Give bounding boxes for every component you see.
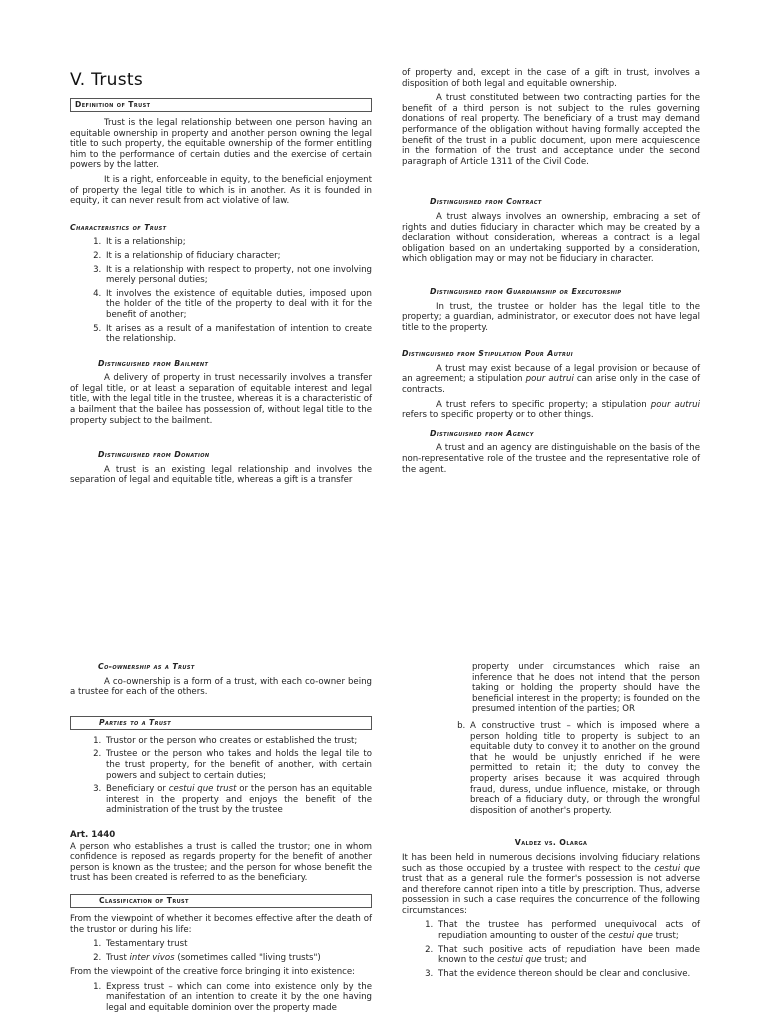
text-run: refers to specific property or to other things. [402, 410, 594, 421]
list-item: 3. It is a relationship with respect to property, not one involving merely personal duties; [104, 265, 372, 286]
text-run: It has been held in numerous decisions involving fiduciary relations such as those occupied by a trustee with respect to the [402, 852, 700, 874]
list-item [104, 953, 372, 964]
coownership-paragraph: A co-ownership is a form of a trust, with each co-owner being a trustee for each of the others. [70, 676, 372, 698]
definition-paragraph-2: It is a right, enforceable in equity, to the beneficial enjoyment of property the legal title to which is in another. As it is founded in equity, it can never result from act violative of law. [70, 174, 372, 207]
text-emphasis: cestui que [608, 931, 653, 942]
text-run: can arise only in the case of contracts. [402, 374, 701, 396]
text-run: (sometimes called "living trusts") [174, 952, 321, 963]
bailment-paragraph: A delivery of property in trust necessarily involves a transfer of legal title, or at least a separation of equitable interest and legal title, with the legal title in the trustee, whereas it is a characteristic of a bailment that the bailee has possession of, without legal title to the property subject to the bailment. [70, 373, 372, 426]
text-run: trust; [652, 931, 679, 942]
stipulation-heading-emphasis: Pour Autrui [524, 349, 573, 359]
parties-heading: Parties to a Trust [70, 716, 372, 730]
list-item: 1. Trustor or the person who creates or established the trust; [104, 736, 372, 747]
agency-heading: Distinguished from Agency [430, 428, 534, 438]
third-person-trust-paragraph: A trust constituted between two contracting parties for the benefit of a third person is not subject to the rules governing donations of real property. The beneficiary of a trust may demand performance of the obligation without having formally accepted the benefit of the trust in a public document, upon mere acquiescence in the formation of the trust and acceptance under the second paragraph of Article 1311 of the Civil Code. [402, 93, 700, 167]
text-run: trust that as a general rule the former's possession is not adverse and therefore cannot ripen into a title by prescription. Thus, adverse possession in such a case requires the concurrence of the following circumstances: [402, 874, 700, 916]
text-run: Trust [106, 952, 130, 963]
valdez-heading: Valdez vs. Olarga [514, 838, 588, 848]
characteristics-list [70, 237, 372, 344]
guardianship-heading: Distinguished from Guardianship or Executorship [430, 286, 622, 296]
text-run: That the trustee has performed unequivocal acts of repudiation amounting to ouster of the [438, 920, 700, 942]
text-run: trust; and [541, 955, 587, 966]
definition-paragraph-1: Trust is the legal relationship between one person having an equitable ownership in property and another person owning the legal title to such property, the equitable ownership of the former entitling him to the performance of certain duties and the exercise of certain powers by the latter. [70, 118, 372, 171]
trust-types-list [402, 721, 700, 816]
list-item [436, 945, 700, 966]
text-run: Beneficiary or [106, 784, 169, 795]
right-column-top [402, 68, 700, 479]
list-item: 1. It is a relationship; [104, 237, 372, 248]
article-text: A person who establishes a trust is called the trustor; one in whom confidence is reposed as regards property for the benefit of another person is known as the trustee; and the person for whose benefit the trust has been created is referred to as the beneficiary. [70, 841, 372, 884]
text-emphasis: pour autrui [525, 374, 574, 385]
text-run: A trust refers to specific property; a stipulation [436, 399, 651, 410]
list-item [436, 920, 700, 941]
definition-heading: Definition of Trust [70, 98, 372, 112]
text-emphasis: cestui que trust [168, 784, 237, 795]
text-emphasis: cestui que [654, 863, 700, 874]
valdez-paragraph [402, 853, 700, 917]
list-item: 5. It arises as a result of a manifestation of intention to create the relationship. [104, 324, 372, 345]
left-column-bottom [70, 662, 372, 1018]
valdez-list [402, 920, 700, 979]
right-column-bottom [402, 662, 700, 983]
stipulation-paragraph-2 [402, 400, 700, 421]
text-emphasis: pour autrui [650, 399, 700, 410]
parties-list [70, 736, 372, 816]
classification-heading: Classification of Trust [70, 894, 372, 908]
stipulation-heading-text: Distinguished from Stipulation [402, 349, 525, 359]
donation-heading: Distinguished from Donation [98, 450, 210, 460]
left-column-top [70, 66, 372, 490]
classification-list-2 [70, 982, 372, 1014]
classification-list-1 [70, 939, 372, 963]
list-item: 1. Express trust – which can come into existence only by the manifestation of an intention to create it by the one having legal and equitable dominion over the property made [104, 982, 372, 1014]
bailment-heading: Distinguished from Bailment [98, 358, 209, 368]
implied-trust-continuation: property under circumstances which raise an inference that he does not intend that the person taking or holding the property should have the beneficial interest in the property; is founded on the presumed intention of the parties; OR [472, 662, 700, 715]
list-item: 1. Testamentary trust [104, 939, 372, 950]
text-run: A trust may exist because of a legal provision or because of an agreement; a stipulation [402, 363, 700, 385]
list-item [104, 784, 372, 816]
page-title: V. Trusts [70, 70, 143, 90]
list-item: 2. It is a relationship of fiduciary character; [104, 251, 372, 262]
text-run: That such positive acts of repudiation have been made known to the [438, 944, 700, 966]
coownership-heading: Co-ownership as a Trust [98, 662, 195, 671]
list-item: 3. That the evidence thereon should be clear and conclusive. [436, 969, 700, 980]
stipulation-paragraph-1 [402, 364, 700, 396]
stipulation-heading [402, 349, 700, 360]
article-label: Art. 1440 [70, 829, 116, 840]
list-item: 4. It involves the existence of equitable duties, imposed upon the holder of the title of the property to deal with it for the benefit of another; [104, 289, 372, 321]
classification-paragraph-1: From the viewpoint of whether it becomes effective after the death of the trustor or during his life: [70, 913, 372, 935]
text-emphasis: cestui que [497, 955, 542, 966]
list-item: 2. Trustee or the person who takes and holds the legal tile to the trust property, for the benefit of another, with certain powers and subject to certain duties; [104, 749, 372, 781]
guardianship-paragraph: In trust, the trustee or holder has the legal title to the property; a guardian, administrator, or executor does not have legal title to the property. [402, 301, 700, 333]
contract-paragraph: A trust always involves an ownership, embracing a set of rights and duties fiduciary in character which may be created by a declaration without consideration, whereas a contract is a legal obligation based on an undertaking supported by a consideration, which obligation may or may not be fiduciary in character. [402, 211, 700, 265]
classification-paragraph-2: From the viewpoint of the creative force bringing it into existence: [70, 967, 356, 978]
donation-continuation: of property and, except in the case of a gift in trust, involves a disposition of both legal and equitable ownership. [402, 68, 700, 89]
contract-heading: Distinguished from Contract [430, 197, 542, 207]
text-run: or the person has an equitable interest in the property and enjoys the benefit of the administration of the trust by the trustee [106, 784, 372, 816]
agency-paragraph: A trust and an agency are distinguishable on the basis of the non-representative role of the trustee and the representative role of the agent. [402, 443, 700, 475]
text-emphasis: inter vivos [129, 952, 175, 963]
characteristics-heading: Characteristics of Trust [70, 222, 167, 232]
donation-paragraph: A trust is an existing legal relationship and involves the separation of legal and equitable title, whereas a gift is a transfer [70, 464, 372, 486]
list-item: b. A constructive trust – which is imposed where a person holding title to property is subject to an equitable duty to convey it to another on the ground that he would be unjustly enriched if he were permitted to retain it; the duty to convey the property arises because it was acquired through fraud, duress, undue influence, mistake, or through breach of a fiduciary duty, or through the wrongful disposition of another's property. [468, 721, 700, 816]
